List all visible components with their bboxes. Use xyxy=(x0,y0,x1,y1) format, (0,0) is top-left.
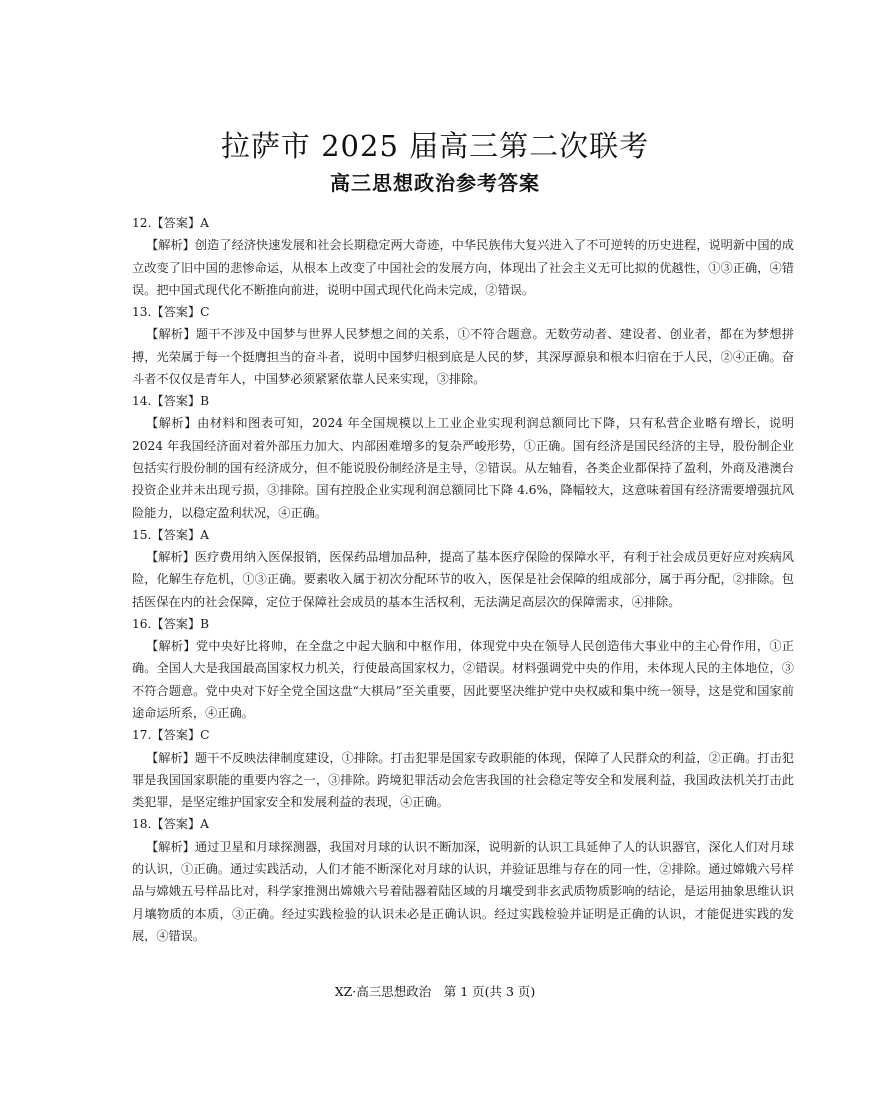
answer-list xyxy=(132,212,794,947)
analysis-text: 【解析】题干不涉及中国梦与世界人民梦想之间的关系，①不符合题意。无数劳动者、建设者、创业者，都在为梦想拼搏，光荣属于每一个挺膺担当的奋斗者，说明中国梦归根到底是人民的梦，其深厚源泉和根本归宿在于人民，②④正确。奋斗者不仅仅是青年人，中国梦必须紧紧依靠人民来实现，③排除。 xyxy=(132,327,794,386)
question-17 xyxy=(132,724,794,813)
question-14 xyxy=(132,390,794,524)
answer-label: 16.【答案】B xyxy=(132,616,210,631)
page-title: 拉萨市 2025 届高三第二次联考 xyxy=(220,129,650,163)
answer-label: 12.【答案】A xyxy=(132,216,209,230)
page-subtitle: 高三思想政治参考答案 xyxy=(330,171,540,195)
question-12 xyxy=(132,212,794,301)
answer-label: 15.【答案】A xyxy=(132,527,209,542)
analysis-text: 【解析】题干不反映法律制度建设，①排除。打击犯罪是国家专政职能的体现，保障了人民群众的利益，②正确。打击犯罪是我国国家职能的重要内容之一，③排除。跨境犯罪活动会危害我国的社会稳定等安全和发展利益，我国政法机关打击此类犯罪，是坚定维护国家安全和发展利益的表现，④正确。 xyxy=(132,750,794,810)
question-15 xyxy=(132,524,794,613)
question-18 xyxy=(132,813,794,947)
analysis-text: 【解析】创造了经济快速发展和社会长期稳定两大奇迹，中华民族伟大复兴进入了不可逆转的历史进程，说明新中国的成立改变了旧中国的悲惨命运，从根本上改变了中国社会的发展方向，体现出了社会主义无可比拟的优越性，①③正确，④错误。把中国式现代化不断推向前进，说明中国式现代化尚未完成，②错误。 xyxy=(132,238,794,297)
question-16 xyxy=(132,613,794,724)
analysis-text: 【解析】党中央好比将帅，在全盘之中起大脑和中枢作用，体现党中央在领导人民创造伟大事业中的主心骨作用，①正确。全国人大是我国最高国家权力机关，行使最高国家权力，②错误。材料强调党中央的作用，未体现人民的主体地位，③不符合题意。党中央对下好全党全国这盘“大棋局”至关重要，因此要坚决维护党中央权威和集中统一领导，这是党和国家前途命运所系，④正确。 xyxy=(132,639,794,721)
answer-label: 14.【答案】B xyxy=(132,394,210,409)
answer-label: 13.【答案】C xyxy=(132,305,210,320)
analysis-text: 【解析】医疗费用纳入医保报销，医保药品增加品种，提高了基本医疗保险的保障水平，有利于社会成员更好应对疾病风险，化解生存危机，①③正确。要素收入属于初次分配环节的收入，医保是社会保障的组成部分，属于再分配，②排除。包括医保在内的社会保障，定位于保障社会成员的基本生活权利，无法满足高层次的保障需求，④排除。 xyxy=(132,550,794,609)
question-13 xyxy=(132,301,794,390)
answer-label: 18.【答案】A xyxy=(132,817,209,832)
analysis-text: 【解析】由材料和图表可知，2024 年全国规模以上工业企业实现利润总额同比下降，只有私营企业略有增长，说明 2024 年我国经济面对着外部压力加大、内部困难增多的复杂严峻形势，①正确。国有经济是国民经济的主导，股份制企业包括实行股份制的国有经济成分，但不能说股份制经济是主导，②错误。从左轴看，各类企业都保持了盈利，外商及港澳台投资企业并未出现亏损，③排除。国有控股企业实现利润总额同比下降 4.6%，降幅较大，这意味着国有经济需要增强抗风险能力，以稳定盈利状况，④正确。 xyxy=(132,416,794,520)
page-footer: XZ·高三思想政治 第 1 页(共 3 页) xyxy=(334,984,536,999)
analysis-text: 【解析】通过卫星和月球探测器，我国对月球的认识不断加深，说明新的认识工具延伸了人的认识器官，深化人们对月球的认识，①正确。通过实践活动，人们才能不断深化对月球的认识，并验证思维与存在的同一性，②排除。通过嫦娥六号样品与嫦娥五号样品比对，科学家推测出嫦娥六号着陆器着陆区域的月壤受到非玄武质物质影响的结论，是运用抽象思维认识月壤物质的本质，③正确。经过实践检验的认识未必是正确认识。经过实践检验并证明是正确的认识，才能促进实践的发展，④错误。 xyxy=(132,839,794,943)
answer-label: 17.【答案】C xyxy=(132,728,210,743)
